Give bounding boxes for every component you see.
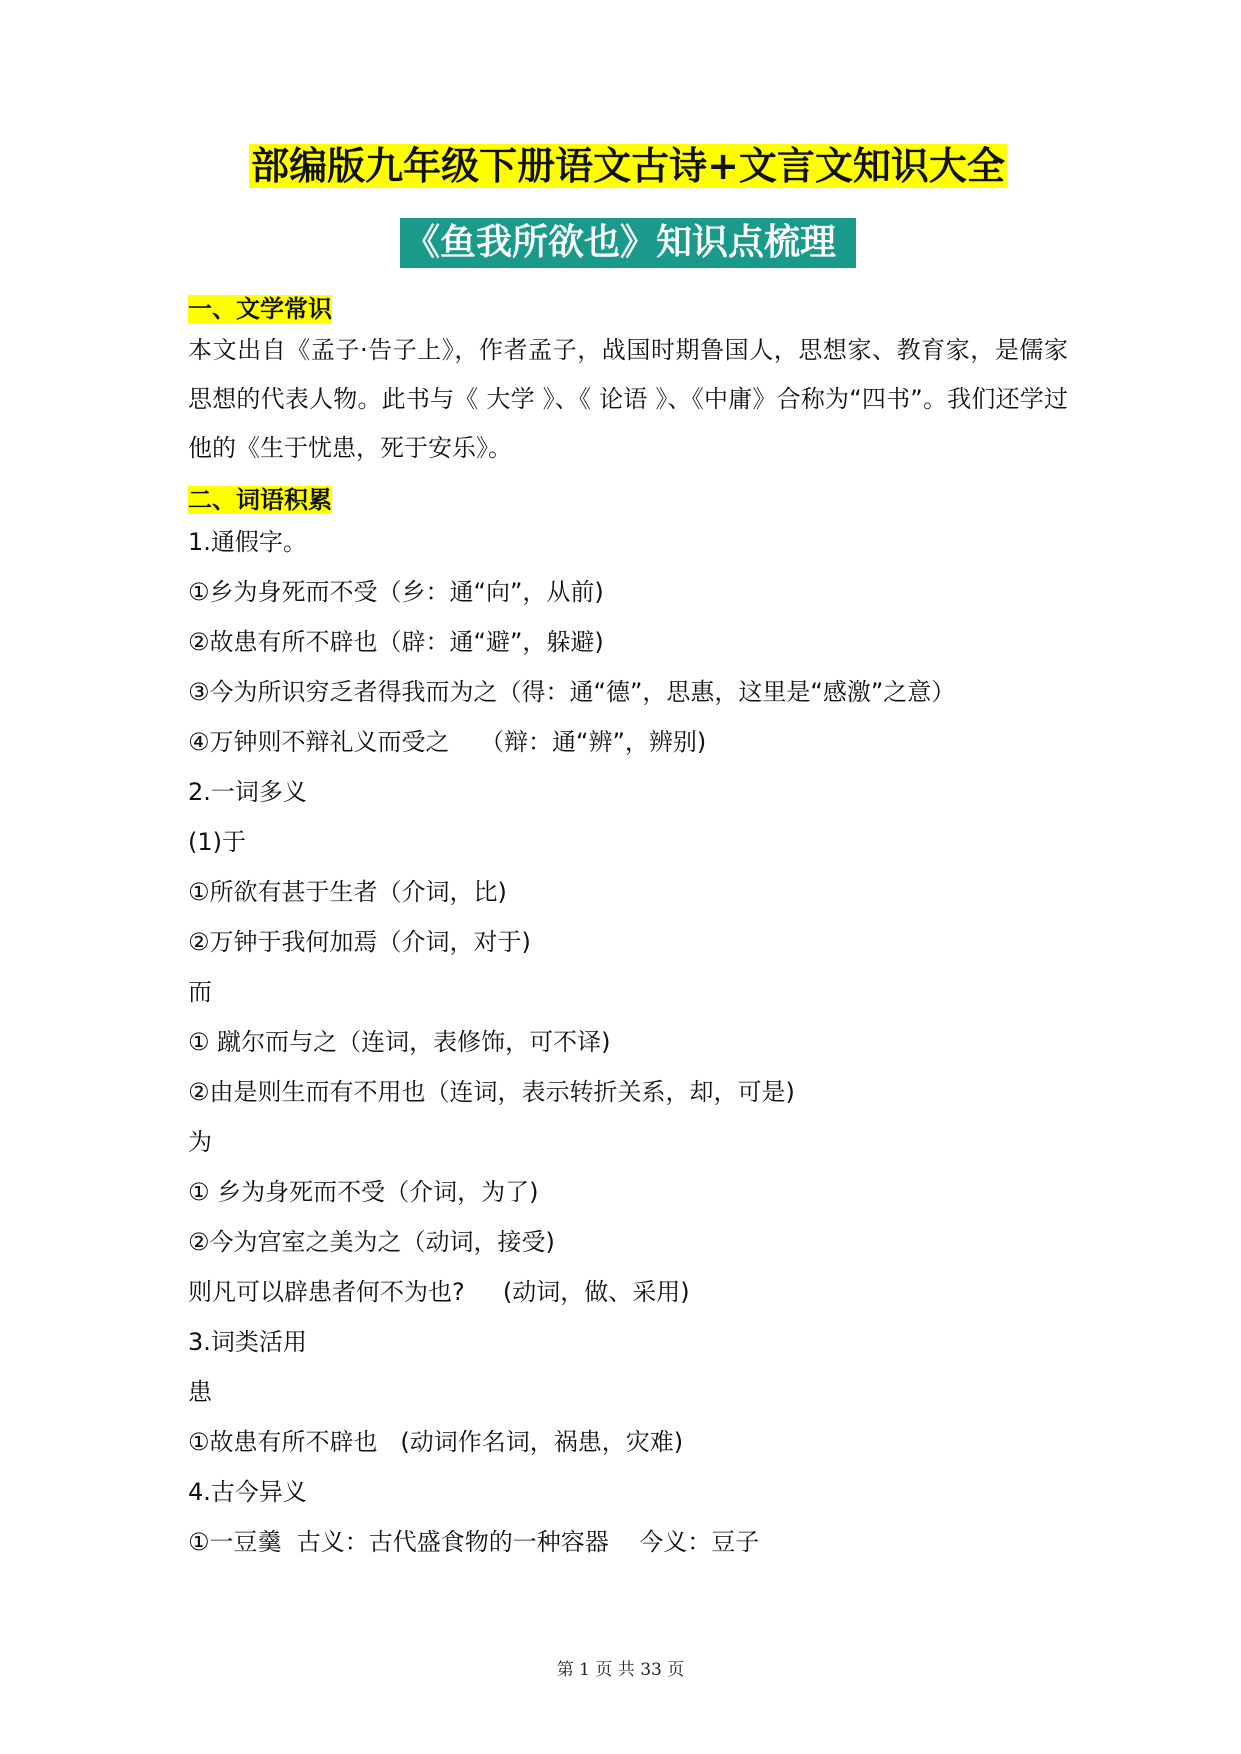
- list-item: ②万钟于我何加焉（介词，对于): [188, 928, 531, 956]
- list-item: 而: [188, 978, 212, 1006]
- list-item: (1)于: [188, 828, 246, 856]
- list-item: ① 乡为身死而不受（介词，为了): [188, 1178, 539, 1206]
- list-item: ①所欲有甚于生者（介词，比): [188, 878, 507, 906]
- list-item: 为: [188, 1128, 212, 1156]
- list-item: 3.词类活用: [188, 1328, 307, 1356]
- page-footer: 第 1 页 共 33 页: [556, 1660, 685, 1680]
- list-item: ①乡为身死而不受（乡：通“向”，从前): [188, 578, 604, 606]
- list-item: ①一豆羹 古义：古代盛食物的一种容器 今义：豆子: [188, 1528, 760, 1556]
- list-item: ①故患有所不辟也 (动词作名词，祸患，灾难): [188, 1428, 684, 1456]
- list-item: 4.古今异义: [188, 1478, 307, 1506]
- document-title: 部编版九年级下册语文古诗+文言文知识大全: [251, 144, 1005, 188]
- list-item: ②故患有所不辟也（辟：通“避”，躲避): [188, 628, 604, 656]
- document-body: [188, 140, 1068, 1567]
- list-item: 患: [188, 1378, 212, 1406]
- list-item: ④万钟则不辩礼义而受之 （辩：通“辨”，辨别): [188, 728, 707, 756]
- list-item: 2.一词多义: [188, 778, 307, 806]
- section-heading-literary-knowledge: 一、文学常识: [188, 295, 332, 323]
- list-item: ②今为宫室之美为之（动词，接受): [188, 1228, 555, 1256]
- vocabulary-list: [188, 517, 1068, 1567]
- list-item: 1.通假字。: [188, 528, 307, 556]
- section-heading-vocabulary: 二、词语积累: [188, 486, 332, 514]
- list-item: ① 蹴尔而与之（连词，表修饰，可不译): [188, 1028, 611, 1056]
- list-item: ③今为所识穷乏者得我而为之（得：通“德”，思惠，这里是“感激”之意）: [188, 678, 956, 706]
- document-subtitle: 《鱼我所欲也》知识点梳理: [188, 218, 1068, 270]
- list-item: ②由是则生而有不用也（连词，表示转折关系，却，可是): [188, 1078, 795, 1106]
- list-item: 则凡可以辟患者何不为也? (动词，做、采用): [188, 1278, 690, 1306]
- literary-knowledge-paragraph: 本文出自《孟子·告子上》，作者孟子，战国时期鲁国人，思想家、教育家，是儒家思想的代表人物。此书与《 大学 》、《 论语 》、《中庸》合称为“四书”。我们还学过他的《生于忧患，死于安乐》。: [188, 336, 1068, 462]
